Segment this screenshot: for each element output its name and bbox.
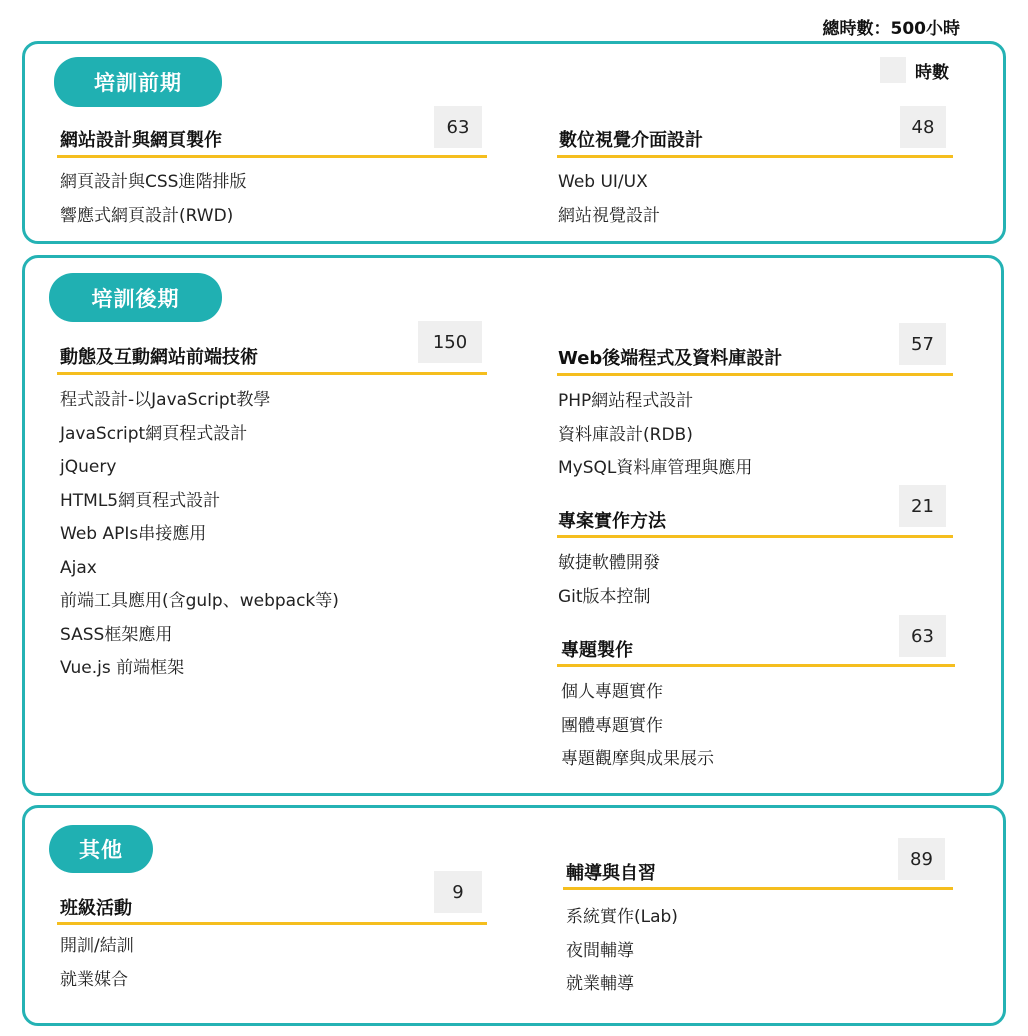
section-label-post-training: 培訓後期 (49, 273, 222, 322)
topic-item: 就業輔導 (566, 974, 634, 994)
course-title: 班級活動 (60, 898, 132, 919)
course-hours: 150 (418, 321, 482, 363)
course-divider (557, 373, 953, 376)
topic-item: 程式設計-以JavaScript教學 (60, 390, 271, 410)
topic-item: SASS框架應用 (60, 624, 173, 645)
course-topic-list (558, 166, 660, 233)
topic-item: 前端工具應用(含gulp、webpack等) (60, 591, 339, 611)
course-hours: 57 (899, 323, 946, 365)
topic-item: JavaScript網頁程式設計 (60, 423, 248, 444)
topic-item: 團體專題實作 (561, 715, 663, 736)
course-hours: 63 (434, 106, 482, 148)
course-topic-list (558, 547, 660, 614)
topic-item: 敏捷軟體開發 (558, 553, 660, 573)
topic-item: 專題觀摩與成果展示 (561, 749, 714, 769)
course-topic-list (60, 930, 134, 997)
course-topic-list (558, 385, 752, 486)
course-divider (557, 155, 953, 158)
topic-item: PHP網站程式設計 (558, 391, 694, 411)
topic-item: MySQL資料庫管理與應用 (558, 458, 753, 478)
legend-swatch (880, 57, 906, 83)
topic-item: 個人專題實作 (561, 682, 663, 702)
topic-item: 網頁設計與CSS進階排版 (60, 172, 247, 192)
course-hours: 48 (900, 106, 946, 148)
topic-item: Web APIs串接應用 (60, 524, 207, 544)
topic-item: 系統實作(Lab) (566, 907, 678, 927)
course-divider (57, 372, 487, 375)
course-title: 專案實作方法 (558, 511, 666, 532)
topic-item: Vue.js 前端框架 (60, 658, 185, 678)
section-other (22, 805, 1006, 1026)
course-title: 數位視覺介面設計 (559, 130, 703, 151)
course-hours: 9 (434, 871, 482, 913)
course-hours: 63 (899, 615, 946, 657)
course-divider (57, 922, 487, 925)
course-title: 專題製作 (561, 640, 633, 661)
course-title: Web後端程式及資料庫設計 (558, 348, 783, 369)
section-label-other: 其他 (49, 825, 153, 873)
course-title: 輔導與自習 (566, 863, 656, 884)
topic-item: 夜間輔導 (566, 940, 634, 961)
total-hours: 總時數：500小時 (822, 19, 960, 39)
course-title: 動態及互動網站前端技術 (60, 347, 258, 368)
course-divider (563, 887, 953, 890)
topic-item: HTML5網頁程式設計 (60, 490, 221, 511)
topic-item: 響應式網頁設計(RWD) (60, 205, 234, 226)
course-divider (557, 535, 953, 538)
topic-item: 網站視覺設計 (558, 205, 660, 226)
topic-item: 開訓/結訓 (60, 936, 134, 956)
course-divider (557, 664, 955, 667)
topic-item: jQuery (60, 457, 117, 477)
topic-item: 就業媒合 (60, 969, 128, 990)
topic-item: 資料庫設計(RDB) (558, 424, 693, 445)
topic-item: Git版本控制 (558, 586, 651, 607)
course-topic-list (60, 384, 339, 686)
course-topic-list (60, 166, 246, 233)
course-topic-list (566, 901, 678, 1002)
course-title: 網站設計與網頁製作 (60, 130, 222, 151)
topic-item: Ajax (60, 557, 97, 578)
course-hours: 89 (898, 838, 945, 880)
section-label-pre-training: 培訓前期 (54, 57, 222, 107)
topic-item: Web UI/UX (558, 172, 648, 192)
course-divider (57, 155, 487, 158)
course-topic-list (561, 676, 714, 777)
course-hours: 21 (899, 485, 946, 527)
legend-label: 時數 (915, 63, 949, 83)
